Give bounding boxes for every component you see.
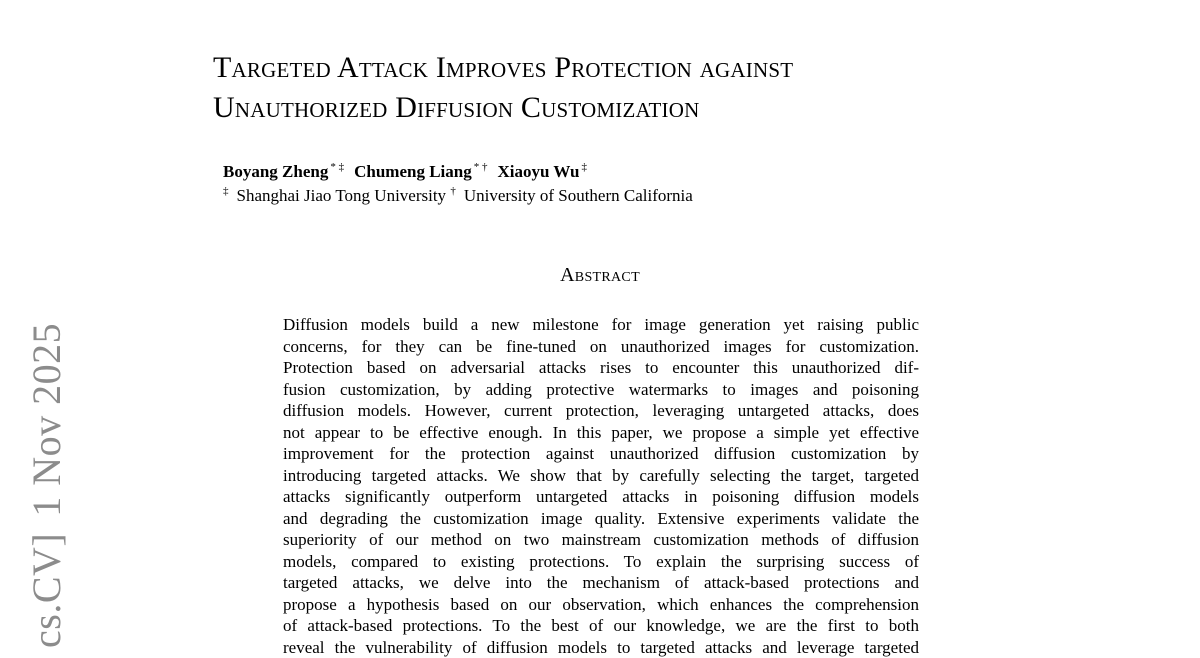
paper-title-line-2: Unauthorized Diffusion Customization [213, 88, 793, 128]
abstract-body [283, 314, 919, 658]
author-name: Chumeng Liang [354, 162, 472, 181]
author-marks: * ‡ [330, 161, 344, 173]
abstract-line: and degrading the customization image quality. Extensive experiments validate the [283, 508, 919, 530]
author-name: Boyang Zheng [223, 162, 328, 181]
affiliation-name: University of Southern California [464, 186, 693, 205]
abstract-line: introducing targeted attacks. We show that by carefully selecting the target, targeted [283, 465, 919, 487]
abstract-line: targeted attacks, we delve into the mechanism of attack-based protections and [283, 572, 919, 594]
abstract-line: Protection based on adversarial attacks rises to encounter this unauthorized dif- [283, 357, 919, 379]
abstract-line: not appear to be effective enough. In this paper, we propose a simple yet effective [283, 422, 919, 444]
paper-title-line-1: Targeted Attack Improves Protection against [213, 48, 793, 88]
abstract-heading: Abstract [0, 262, 1200, 288]
affiliation-list [223, 184, 693, 207]
arxiv-category: cs.CV] [24, 533, 69, 648]
affiliation-mark: † [450, 185, 456, 197]
abstract-line: propose a hypothesis based on our observation, which enhances the comprehension [283, 594, 919, 616]
affiliation-mark: ‡ [223, 185, 229, 197]
abstract-line: improvement for the protection against unauthorized diffusion customization by [283, 443, 919, 465]
author-marks: * † [474, 161, 488, 173]
author-name: Xiaoyu Wu [497, 162, 579, 181]
author-list [223, 160, 587, 183]
author-marks: ‡ [582, 161, 588, 173]
abstract-line: superiority of our method on two mainstream customization methods of diffusion [283, 529, 919, 551]
abstract-line: concerns, for they can be fine-tuned on unauthorized images for customization. [283, 336, 919, 358]
arxiv-date: 1 Nov 2025 [24, 323, 69, 517]
arxiv-watermark [22, 323, 72, 648]
abstract-line: diffusion models. However, current protection, leveraging untargeted attacks, does [283, 400, 919, 422]
abstract-line: models, compared to existing protections. To explain the surprising success of [283, 551, 919, 573]
abstract-line: of attack-based protections. To the best of our knowledge, we are the first to both [283, 615, 919, 637]
paper-title [213, 48, 793, 128]
abstract-line: Diffusion models build a new milestone for image generation yet raising public [283, 314, 919, 336]
abstract-line: reveal the vulnerability of diffusion models to targeted attacks and leverage targeted [283, 637, 919, 658]
abstract-line: fusion customization, by adding protective watermarks to images and poisoning [283, 379, 919, 401]
abstract-line: attacks significantly outperform untargeted attacks in poisoning diffusion models [283, 486, 919, 508]
affiliation-name: Shanghai Jiao Tong University [237, 186, 447, 205]
